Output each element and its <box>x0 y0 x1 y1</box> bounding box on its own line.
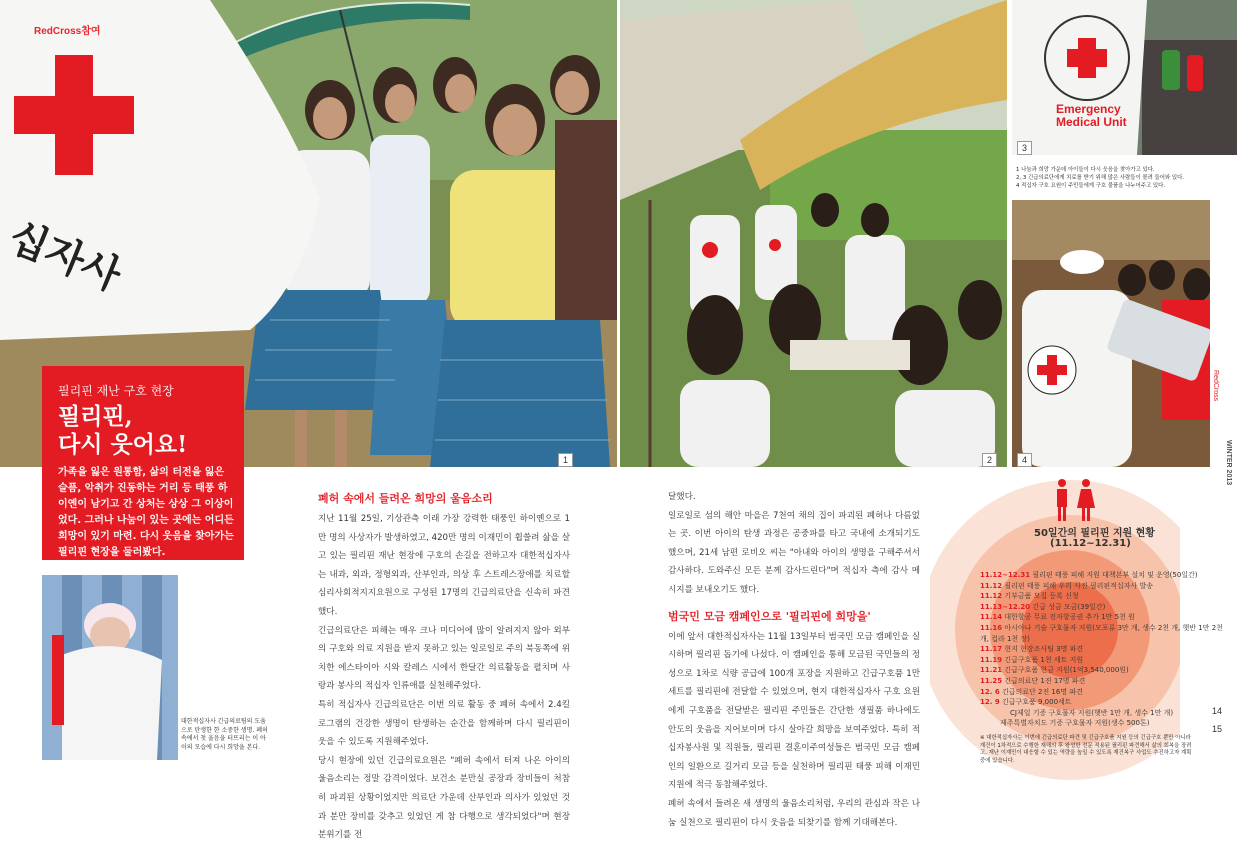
article-paragraph: 당시 현장에 있던 긴급의료요원은 "폐허 속에서 터져 나온 아이의 울음소리는 정말 감격이었다. 보건소 분만실 공장과 장비들이 처참히 파괴된 상황이었지만 의료단 가운데 산부인과 의사가 있었던 것과 분만 장비를 갖추고 있었던 게 참 다행으로 생각되었다"며 현장 분위기를 전 <box>318 755 570 841</box>
feature-kicker: 필리핀 재난 구호 현장 <box>58 384 174 398</box>
photo-2-illustration <box>620 0 1007 467</box>
photo-2-medical-tent <box>620 0 1007 467</box>
photo-caption-line: 2, 3 긴급의료단에게 치료를 받기 위해 많은 사람들이 몰려 들어와 있다. <box>1016 175 1185 181</box>
photo-4-illustration <box>1012 200 1210 467</box>
timeline-item: 12. 9 긴급구호품 9,000세트 <box>980 698 1072 707</box>
photo-number-1: 1 <box>558 453 573 467</box>
photo-3-illustration <box>1012 0 1237 155</box>
article-paragraph: 폐허 속에서 들려온 새 생명의 울음소리처럼, 우리의 관심과 작은 나눔 실천으로 필리핀이 다시 웃음을 되찾기를 함께 기대해본다. <box>668 798 920 828</box>
timeline-item: 제주특별자치도 기증 구호물자 지원(생수 500톤) <box>1000 719 1150 728</box>
support-range: (11.12~12.31) <box>1050 538 1131 549</box>
article-column-2 <box>668 488 920 832</box>
photo-newborn-baby <box>42 575 178 760</box>
article-paragraph: 달했다. <box>668 492 696 502</box>
photo-caption-line: 4 적십자 구호 요원이 주민들에게 구호 물품을 나누어주고 있다. <box>1016 183 1166 189</box>
timeline-item: 11.25 긴급의료단 1진 17명 파견 <box>980 676 1086 685</box>
support-title: 50일간의 필리핀 지원 현황 <box>1034 528 1155 539</box>
article-column-1 <box>318 490 570 845</box>
timeline-item: 11.19 긴급구호품 1천 세트 지원 <box>980 655 1084 664</box>
article-paragraph: 특히 적십자사 긴급의료단은 이번 의료 활동 중 폐허 속에서 2.4킬로그램의 건강한 생명이 탄생하는 순간을 함께하며 다시 필리핀이 웃을 수 있도록 지원해주었다. <box>318 699 570 748</box>
photo-number-4: 4 <box>1017 453 1032 467</box>
family-icon <box>1050 478 1100 522</box>
side-issue-label: WINTER 2013 <box>1225 440 1232 486</box>
photo-caption-line: 1 나눔과 희망 가운데 아이들이 다시 웃음을 찾아가고 있다. <box>1016 167 1155 173</box>
article-heading-1: 폐허 속에서 들려온 희망의 울음소리 <box>318 492 493 505</box>
page-number-left: 14 <box>1212 706 1223 716</box>
timeline-item: 11.12 기부금품 모집 등록 신청 <box>980 592 1079 601</box>
baby-photo-illustration <box>42 575 178 760</box>
timeline-item: 11.21 긴급구호품 현금 지원(1억3,540,000원) <box>980 666 1129 675</box>
photo-3-emergency-unit <box>1012 0 1237 155</box>
section-brand: RedCross참여 <box>34 26 101 37</box>
support-footnote: ※ 대한적십자사는 이번에 긴급의료단 파견 및 긴급구호품 지원 등의 긴급구호 뿐만 아니라 재건이 1차적으로 수행한 재해의 후 왕성한 전문 적용된 필리핀 파견해서 삶의 회복을 장려고, 재난 이재민이 대응할 수 있는 역량을 높일 수 있도록 재건복구 사업도 추진하고자 계획 중에 있습니다. <box>980 735 1192 764</box>
article-paragraph: 일로일로 섬의 해안 마을은 7천여 채의 집이 파괴된 폐허나 다름없는 곳. 이번 아이의 탄생 과정은 공중파를 타고 국내에 소개되기도 했으며, 21세 남편 로비오 씨는 "아내와 아이의 생명을 구해주셔서 감사하다. 도와주신 모든 분께 감사드린다"며 적십자 측에 감사 메시지를 보내오기도 했다. <box>668 510 920 595</box>
feature-title-box <box>42 366 244 560</box>
feature-lead: 가족을 잃은 원통함, 삶의 터전을 잃은 슬픔, 악취가 진동하는 거리 등 태풍 하이옌이 남기고 간 상처는 상상 그 이상이었다. 그러나 나눔이 있는 곳에는 어디든 희망이 있기 마련. 다시 웃음을 찾아가는 필리핀 현장을 둘러봤다. <box>58 467 234 558</box>
timeline-item: 11.13~12.20 긴급 성금 모금(39일간) <box>980 602 1106 611</box>
timeline-item: 11.16 아시아나 기술 구호물자 지원(모포류 3만 개, 생수 2천 개, 햇반 1만 2천 개, 컵라 1천 장) <box>980 623 1223 643</box>
timeline-item: 11.12 필리핀 태풍 피해 우리 사진 필리핀적십자사 발송 <box>980 581 1153 590</box>
photo-number-3: 3 <box>1017 141 1032 155</box>
page-number-right: 15 <box>1212 724 1223 734</box>
support-timeline <box>980 570 1230 729</box>
article-paragraph: 이에 앞서 대한적십자사는 11월 13일부터 범국민 모금 캠페인을 실시하며 필리핀 돕기에 나섰다. 이 캠페인을 통해 모금된 국민들의 정성으로 1차로 식량 공급에 100개 포장을 지원하고 긴급구호품 1만 세트를 필리핀에 전달할 수 있었으며, 현지 대한적십자사 구호 요원에게 구호품을 전달받은 필리핀 주민들은 간단한 생필품 하나에도 안도의 웃음을 지어보이며 다시 살아갈 희망을 보여주었다. 특히 적십자봉사원 및 직원들, 필리핀 결혼이주여성들은 범국민 모금 캠페인의 일환으로 길거리 모금 등을 실천하며 필리핀 태풍 피해 이재민 지원에 적극 동참해주었다. <box>668 631 920 791</box>
feature-title: 필리핀, 다시 웃어요! <box>58 403 188 458</box>
baby-photo-caption: 대한적십자사 긴급의료팀의 도움으로 탄생한 한 소중한 생명. 폐허 속에서 첫 울음을 터뜨리는 이 아이의 모습에 다시 희망을 본다. <box>181 718 268 751</box>
article-heading-2: 범국민 모금 캠페인으로 '필리핀에 희망을' <box>668 609 871 623</box>
flag-korean-text: 십자사 <box>2 213 128 300</box>
article-paragraph: 긴급의료단은 피해는 매우 크나 미디어에 많이 알려지지 않아 외부의 구호와 의료 지원을 받지 못하고 있는 일로일로 주의 북동쪽에 위치한 에스타이아 시와 칼레스 시에서 한달간 의료활동을 펼치며 사랑과 봉사의 적십자 인류애를 실천해주었다. <box>318 625 570 692</box>
timeline-item: CJ제일 기증 구호물자 지원(햇반 1만 개, 생수 1만 개) <box>1010 708 1174 717</box>
article-paragraph: 지난 11월 25일, 기상관측 이래 가장 강력한 태풍인 하이옌으로 1만 명의 사상자가 발생하였고, 420만 명의 이재민이 휩쓸려 삶을 살고 있는 필리핀 재난 현장에 구호의 손길을 전하고자 대한적십자사는 내과, 외과, 정형외과, 산부인과, 의상 후 스트레스장애를 치료할 심리사회적지지요원으로 구성된 17명의 긴급의료단을 신속히 파견했다. <box>318 514 570 617</box>
timeline-item: 11.14 대한항공 무료 전자항공권 추가 1만 5천 원 <box>980 613 1135 622</box>
side-tab-label: RedCross <box>1212 370 1219 402</box>
timeline-item: 11.12~12.31 필리핀 태풍 피해 지원 대책본부 설치 및 운영(50일간) <box>980 571 1198 579</box>
photo-number-2: 2 <box>982 453 997 467</box>
emergency-unit-text: Emergency Medical Unit <box>1056 102 1127 129</box>
timeline-item: 11.17 현지 현장조사팀 3명 파견 <box>980 645 1084 654</box>
photo-captions <box>1016 166 1236 190</box>
photo-4-relief-distribution <box>1012 200 1210 467</box>
timeline-item: 12. 6 긴급의료단 2진 16명 파견 <box>980 687 1083 696</box>
